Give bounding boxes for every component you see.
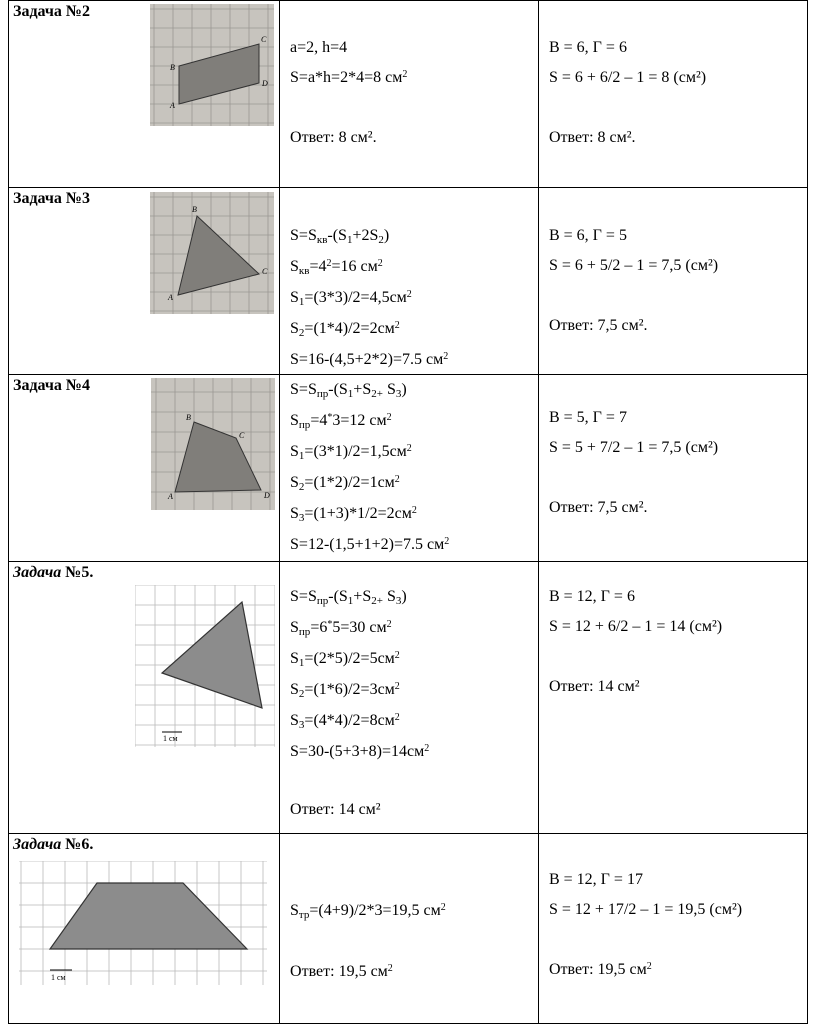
task-title: Задача №5. [13, 564, 94, 581]
answer-text: Ответ: 19,5 $см^2$ [290, 963, 393, 980]
quadrilateral-figure [151, 378, 275, 510]
formula-lines [290, 33, 407, 153]
pick-cell [538, 375, 807, 562]
vertex-label: C [262, 267, 268, 276]
pick-cell [538, 562, 807, 834]
pick-counts: В = 6, Г = 5 [548, 227, 627, 244]
pick-formula: S = 6 + 6/2 – 1 = 8 (см²) [548, 69, 707, 86]
vertex-label: C [261, 35, 267, 44]
pick-cell [538, 834, 807, 1024]
pick-lines [549, 33, 706, 153]
formula-line: $S_1=(2*5)/2=5см^2$ [290, 650, 400, 669]
answer-text: Ответ: 8 см². [548, 129, 636, 146]
formula-line: $S_{пр}=6^*5=30$ $см^2$ [290, 619, 392, 638]
task-cell [9, 562, 280, 834]
formula-line: $S_2=(1*2)/2=1см^2$ [290, 474, 400, 493]
formula-line: $S=30-(5+3+8)=14см^2$ [290, 743, 430, 760]
answer-text: Ответ: 14 см² [548, 678, 640, 695]
table-row [9, 834, 808, 1024]
pick-formula: S = 12 + 6/2 – 1 = 14 (см²) [548, 618, 723, 635]
formula-cell [280, 188, 539, 375]
formula-line: S=16-(4,5+2*2)=7.5 $см^2$ [290, 351, 449, 368]
formula-cell [280, 1, 539, 188]
vertex-label: A [168, 492, 173, 501]
solutions-table [8, 0, 808, 1024]
formula-lines [290, 582, 429, 825]
answer-text: Ответ: 19,5 $см^2$ [548, 961, 652, 978]
trapezoid-figure [19, 861, 267, 985]
scale-label: 1 см [51, 973, 66, 982]
task-cell [9, 188, 280, 375]
pick-lines [549, 221, 718, 341]
pick-cell [538, 1, 807, 188]
pick-formula: S = 6 + 5/2 – 1 = 7,5 (см²) [548, 257, 719, 274]
task-cell [9, 1, 280, 188]
pick-counts: В = 12, Г = 17 [548, 871, 643, 888]
vertex-label: D [262, 79, 268, 88]
table-row [9, 375, 808, 562]
vertex-label: B [192, 205, 197, 214]
formula-line: $S_{кв}=4^2=16$ $см^2$ [290, 258, 383, 277]
formula-cell [280, 562, 539, 834]
formula-lines [290, 221, 448, 375]
formula-line: S=a*h=2*4=8 $см^2$ [290, 69, 408, 86]
formula-lines [290, 896, 446, 987]
formula-line: $S_2=(1*4)/2=2см^2$ [290, 320, 400, 339]
pick-formula: S = 12 + 17/2 – 1 = 19,5 (см²) [548, 901, 743, 918]
task-title: Задача №3 [13, 190, 90, 207]
formula-line: $S=S_{кв}-(S_1+2S_2)$ [290, 227, 390, 246]
pick-counts: В = 12, Г = 6 [548, 588, 635, 605]
formula-line: $S=S_{пр}-(S_1+S_{2+}$ $S_3$) [290, 381, 407, 400]
parallelogram-figure [150, 4, 274, 126]
table-row [9, 188, 808, 375]
pick-lines [549, 582, 722, 702]
formula-line: a=2, h=4 [290, 39, 348, 56]
formula-line: $S=S_{пр}-(S_1+S_{2+}$ $S_3$) [290, 588, 407, 607]
formula-lines [290, 375, 449, 560]
task-title: Задача №4 [13, 377, 90, 394]
vertex-label: A [168, 293, 173, 302]
vertex-label: B [186, 413, 191, 422]
pick-counts: В = 5, Г = 7 [548, 409, 627, 426]
vertex-label: B [170, 63, 175, 72]
task-cell [9, 834, 280, 1024]
answer-text: Ответ: 7,5 см². [548, 499, 648, 516]
table-row [9, 1, 808, 188]
pick-lines [549, 403, 718, 523]
formula-cell [280, 834, 539, 1024]
pick-formula: S = 5 + 7/2 – 1 = 7,5 (см²) [548, 439, 719, 456]
answer-text: Ответ: 7,5 см². [548, 317, 648, 334]
pick-lines [549, 865, 742, 985]
formula-line: S=12-(1,5+1+2)=7.5 $см^2$ [290, 536, 450, 553]
scale-label: 1 см [163, 734, 178, 743]
table-row [9, 562, 808, 834]
vertex-label: D [264, 491, 270, 500]
triangle-figure [150, 192, 274, 314]
formula-line: $S_2=(1*6)/2=3см^2$ [290, 681, 400, 700]
task-title: Задача №6. [13, 836, 94, 853]
formula-line: $S_{тр}=(4+9)/2*3=19,5$ $см^2$ [290, 902, 446, 921]
formula-line: $S_1=(3*1)/2=1,5см^2$ [290, 443, 412, 462]
task-title: Задача №2 [13, 3, 90, 20]
formula-line: $S_3=(4*4)/2=8см^2$ [290, 712, 400, 731]
task-cell [9, 375, 280, 562]
formula-cell [280, 375, 539, 562]
triangle-figure [135, 585, 275, 747]
answer-text: Ответ: 8 см². [290, 129, 377, 146]
vertex-label: C [239, 431, 245, 440]
pick-cell [538, 188, 807, 375]
pick-counts: В = 6, Г = 6 [548, 39, 627, 56]
answer-text: Ответ: 14 см² [290, 801, 381, 818]
formula-line: $S_1=(3*3)/2=4,5см^2$ [290, 289, 412, 308]
formula-line: $S_{пр}=4^*3=12$ $см^2$ [290, 412, 392, 431]
formula-line: $S_3=(1+3)*1/2=2см^2$ [290, 505, 417, 524]
vertex-label: A [170, 101, 175, 110]
